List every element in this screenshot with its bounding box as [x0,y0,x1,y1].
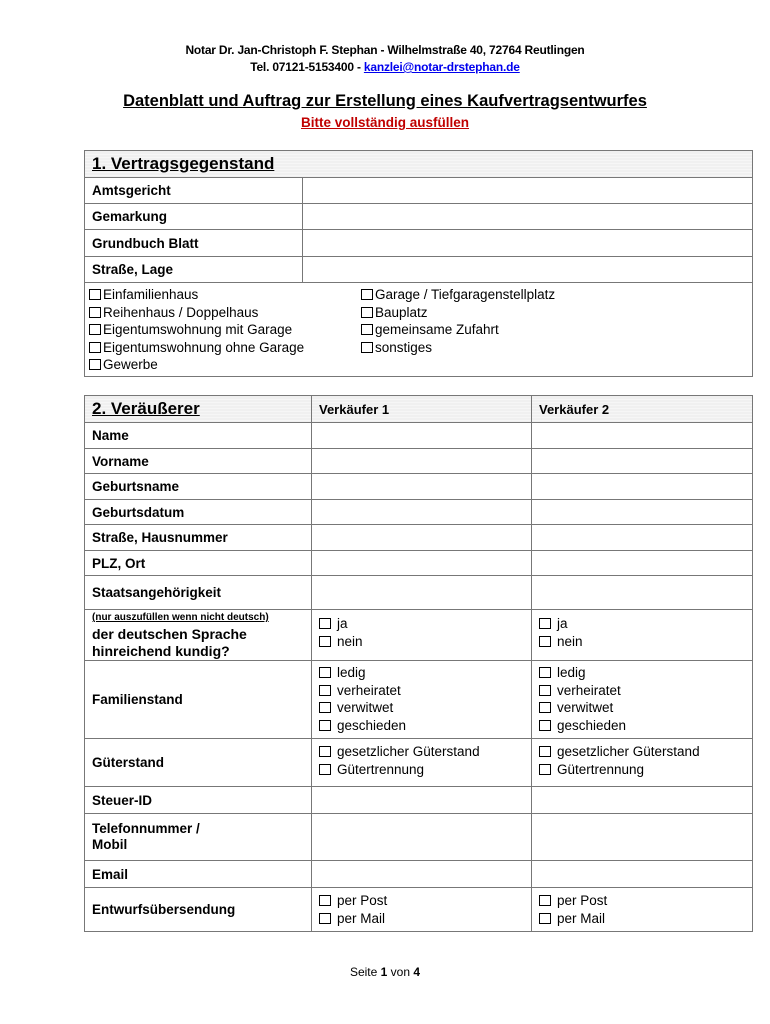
field-label-geburtsdatum: Geburtsdatum [85,500,312,525]
seller-1-option-nein[interactable]: nein [319,633,524,651]
seller-1-option-verheiratet[interactable]: verheiratet [319,682,524,700]
seller-1-option-mail[interactable]: per Mail [319,910,524,928]
seller-2-option-guetertrennung[interactable]: Gütertrennung [539,761,745,779]
field-label-amtsgericht: Amtsgericht [85,178,303,204]
seller-2-option-verheiratet[interactable]: verheiratet [539,682,745,700]
seller-2-option-geschieden[interactable]: geschieden [539,717,745,735]
field-label-plz-ort: PLZ, Ort [85,551,312,576]
field-label-familienstand: Familienstand [85,661,312,739]
seller-2-option-gesetzlich[interactable]: gesetzlicher Güterstand [539,743,745,761]
notary-contact [0,60,770,74]
checkbox-icon[interactable] [361,324,373,335]
seller-1-steuer-id[interactable] [312,787,532,814]
field-label-strasse: Straße, Hausnummer [85,525,312,551]
field-label-entwurfsuebersendung: Entwurfsübersendung [85,888,312,932]
notary-email-link[interactable]: kanzlei@notar-drstephan.de [363,60,520,74]
checkbox-icon[interactable] [539,685,551,696]
field-label-geburtsname: Geburtsname [85,474,312,500]
option-etw-ohne-garage[interactable]: Eigentumswohnung ohne Garage [89,339,361,357]
field-input-strasse-lage[interactable] [303,257,753,283]
field-label-name: Name [85,423,312,449]
seller-1-option-ledig[interactable]: ledig [319,664,524,682]
seller-2-option-mail[interactable]: per Mail [539,910,745,928]
checkbox-icon[interactable] [319,685,331,696]
option-reihenhaus[interactable]: Reihenhaus / Doppelhaus [89,304,361,322]
checkbox-icon[interactable] [319,618,331,629]
field-label-gueterstand: Güterstand [85,739,312,787]
seller-2-steuer-id[interactable] [532,787,753,814]
notary-phone: Tel. 07121-5153400 - [250,60,361,74]
checkbox-icon[interactable] [319,764,331,775]
language-note: (nur auszufüllen wenn nicht deutsch) [92,612,269,623]
column-head-seller-2: Verkäufer 2 [532,396,753,423]
checkbox-icon[interactable] [89,324,101,335]
checkbox-icon[interactable] [539,895,551,906]
seller-2-option-ja[interactable]: ja [539,615,745,633]
page-number: Seite 1 von 4 [349,965,421,979]
checkbox-icon[interactable] [361,307,373,318]
seller-1-geburtsdatum[interactable] [312,500,532,525]
field-input-grundbuch[interactable] [303,230,753,257]
language-cell [85,610,312,661]
option-bauplatz[interactable]: Bauplatz [361,304,555,322]
notary-address: Notar Dr. Jan-Christoph F. Stephan - Wilhelmstraße 40, 72764 Reutlingen [185,43,585,57]
field-label-strasse-lage: Straße, Lage [85,257,303,283]
seller-1-language [312,610,532,661]
seller-2-familienstand [532,661,753,739]
document-title: Datenblatt und Auftrag zur Erstellung eines Kaufvertragsentwurfes [123,92,647,110]
seller-2-option-verwitwet[interactable]: verwitwet [539,699,745,717]
field-label-email: Email [85,861,312,888]
section-1-header [85,151,753,178]
seller-1-option-ja[interactable]: ja [319,615,524,633]
seller-1-strasse[interactable] [312,525,532,551]
seller-1-name[interactable] [312,423,532,449]
checkbox-icon[interactable] [539,636,551,647]
seller-2-geburtsname[interactable] [532,474,753,500]
option-gewerbe[interactable]: Gewerbe [89,356,361,374]
seller-2-name[interactable] [532,423,753,449]
checkbox-icon[interactable] [361,289,373,300]
seller-1-option-geschieden[interactable]: geschieden [319,717,524,735]
checkbox-icon[interactable] [319,636,331,647]
checkbox-icon[interactable] [539,702,551,713]
section-1-table [84,150,753,377]
field-input-amtsgericht[interactable] [303,178,753,204]
language-question: der deutschen Sprache hinreichend kundig? [92,626,247,659]
column-head-seller-1: Verkäufer 1 [312,396,532,423]
checkbox-icon[interactable] [89,307,101,318]
checkbox-icon[interactable] [539,913,551,924]
seller-1-delivery [312,888,532,932]
checkbox-icon[interactable] [361,342,373,353]
checkbox-icon[interactable] [539,720,551,731]
seller-2-telefon[interactable] [532,814,753,861]
seller-2-option-post[interactable]: per Post [539,892,745,910]
seller-2-staatsangehoerigkeit[interactable] [532,576,753,610]
seller-1-option-verwitwet[interactable]: verwitwet [319,699,524,717]
seller-1-vorname[interactable] [312,449,532,474]
checkbox-icon[interactable] [319,746,331,757]
section-2-table [84,395,753,932]
option-sonstiges[interactable]: sonstiges [361,339,555,357]
seller-1-option-guetertrennung[interactable]: Gütertrennung [319,761,524,779]
field-label-gemarkung: Gemarkung [85,204,303,230]
seller-2-email[interactable] [532,861,753,888]
field-label-staatsangehoerigkeit: Staatsangehörigkeit [85,576,312,610]
checkbox-icon[interactable] [539,667,551,678]
field-label-grundbuch: Grundbuch Blatt [85,230,303,257]
seller-1-telefon[interactable] [312,814,532,861]
checkbox-icon[interactable] [539,746,551,757]
seller-1-plz-ort[interactable] [312,551,532,576]
checkbox-icon[interactable] [319,720,331,731]
section-2-heading: 2. Veräußerer [92,399,200,418]
field-label-vorname: Vorname [85,449,312,474]
seller-1-staatsangehoerigkeit[interactable] [312,576,532,610]
checkbox-icon[interactable] [89,289,101,300]
seller-2-delivery [532,888,753,932]
option-zufahrt[interactable]: gemeinsame Zufahrt [361,321,555,339]
seller-1-gueterstand [312,739,532,787]
section-1-heading: 1. Vertragsgegenstand [92,154,275,173]
checkbox-icon[interactable] [539,618,551,629]
checkbox-icon[interactable] [319,702,331,713]
option-garage[interactable]: Garage / Tiefgaragenstellplatz [361,286,555,304]
option-einfamilienhaus[interactable]: Einfamilienhaus [89,286,361,304]
checkbox-icon[interactable] [319,913,331,924]
field-input-gemarkung[interactable] [303,204,753,230]
seller-1-option-post[interactable]: per Post [319,892,524,910]
document-subtitle: Bitte vollständig ausfüllen [300,115,470,130]
seller-1-geburtsname[interactable] [312,474,532,500]
seller-2-option-ledig[interactable]: ledig [539,664,745,682]
seller-2-option-nein[interactable]: nein [539,633,745,651]
seller-1-familienstand [312,661,532,739]
checkbox-icon[interactable] [539,764,551,775]
seller-2-language [532,610,753,661]
seller-1-email[interactable] [312,861,532,888]
checkbox-icon[interactable] [89,342,101,353]
property-type-options [85,283,753,377]
seller-2-vorname[interactable] [532,449,753,474]
option-etw-mit-garage[interactable]: Eigentumswohnung mit Garage [89,321,361,339]
seller-1-option-gesetzlich[interactable]: gesetzlicher Güterstand [319,743,524,761]
checkbox-icon[interactable] [89,359,101,370]
field-label-steuer-id: Steuer-ID [85,787,312,814]
seller-2-strasse[interactable] [532,525,753,551]
checkbox-icon[interactable] [319,667,331,678]
seller-2-gueterstand [532,739,753,787]
section-2-header [85,396,312,423]
seller-2-plz-ort[interactable] [532,551,753,576]
field-label-telefon: Telefonnummer / Mobil [85,814,312,861]
seller-2-geburtsdatum[interactable] [532,500,753,525]
checkbox-icon[interactable] [319,895,331,906]
